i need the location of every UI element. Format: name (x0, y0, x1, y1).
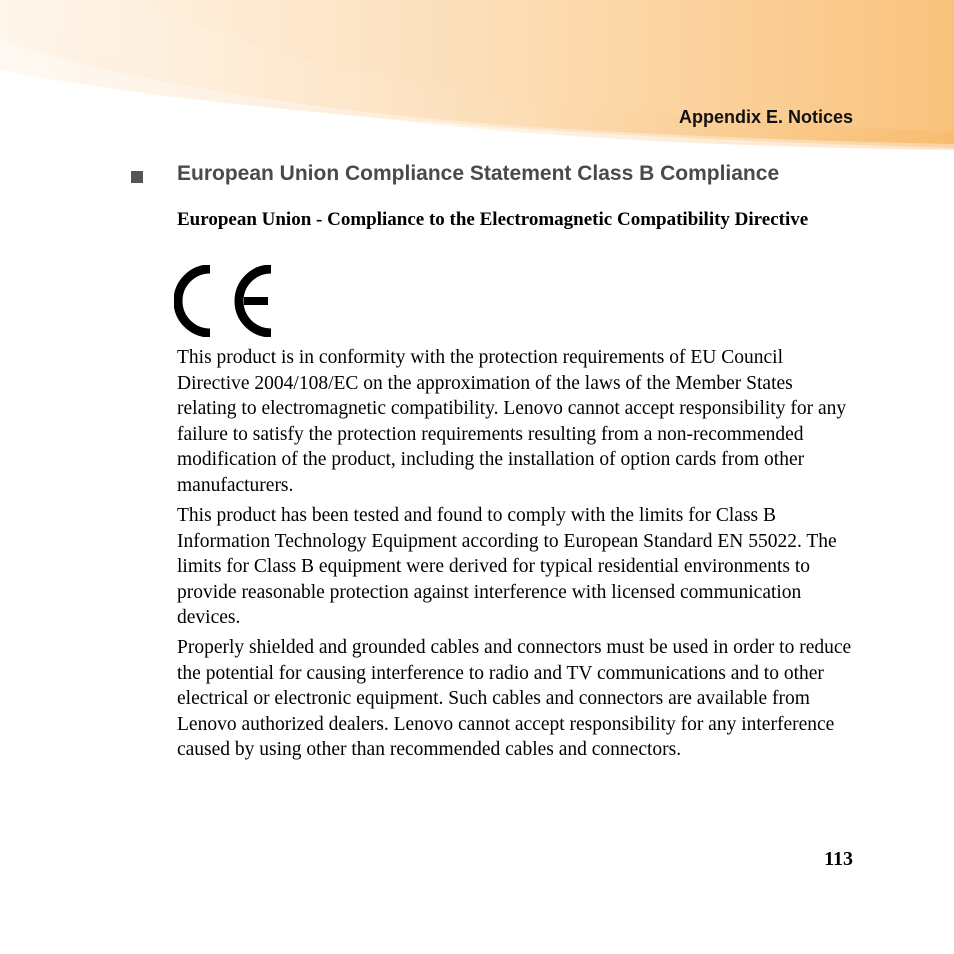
sub-heading: European Union - Compliance to the Electromagnetic Compatibility Directive (177, 209, 809, 230)
section-heading: European Union Compliance Statement Class B Compliance (177, 162, 780, 185)
running-header: Appendix E. Notices (678, 107, 853, 127)
header-decoration (0, 0, 954, 160)
paragraph-class-b-testing: This product has been tested and found to comply with the limits for Class B Information Technology Equipment according to European Standard EN 55022. The limits for Class B equipment were derived for typical residential environments to provide reasonable protection against interference with licensed communication devices. (177, 505, 837, 628)
ce-mark-icon (174, 265, 276, 337)
paragraph-conformity: This product is in conformity with the protection requirements of EU Council Directive 2004/108/EC on the approximation of the laws of the Member States relating to electromagnetic compatibility. Lenovo cannot accept responsibility for any failure to satisfy the protection requirements resulting from a non-recommended modification of the product, including the installation of option cards from other manufacturers. (177, 347, 847, 496)
page-number: 113 (824, 848, 853, 870)
section-bullet-icon (131, 171, 143, 183)
paragraph-cabling: Properly shielded and grounded cables and connectors must be used in order to reduce the potential for causing interference to radio and TV communications and to other electrical or electronic equipment. Such cables and connectors are available from Lenovo authorized dealers. Lenovo cannot accept responsibility for any interference caused by using other than recommended cables and connectors. (177, 637, 852, 760)
